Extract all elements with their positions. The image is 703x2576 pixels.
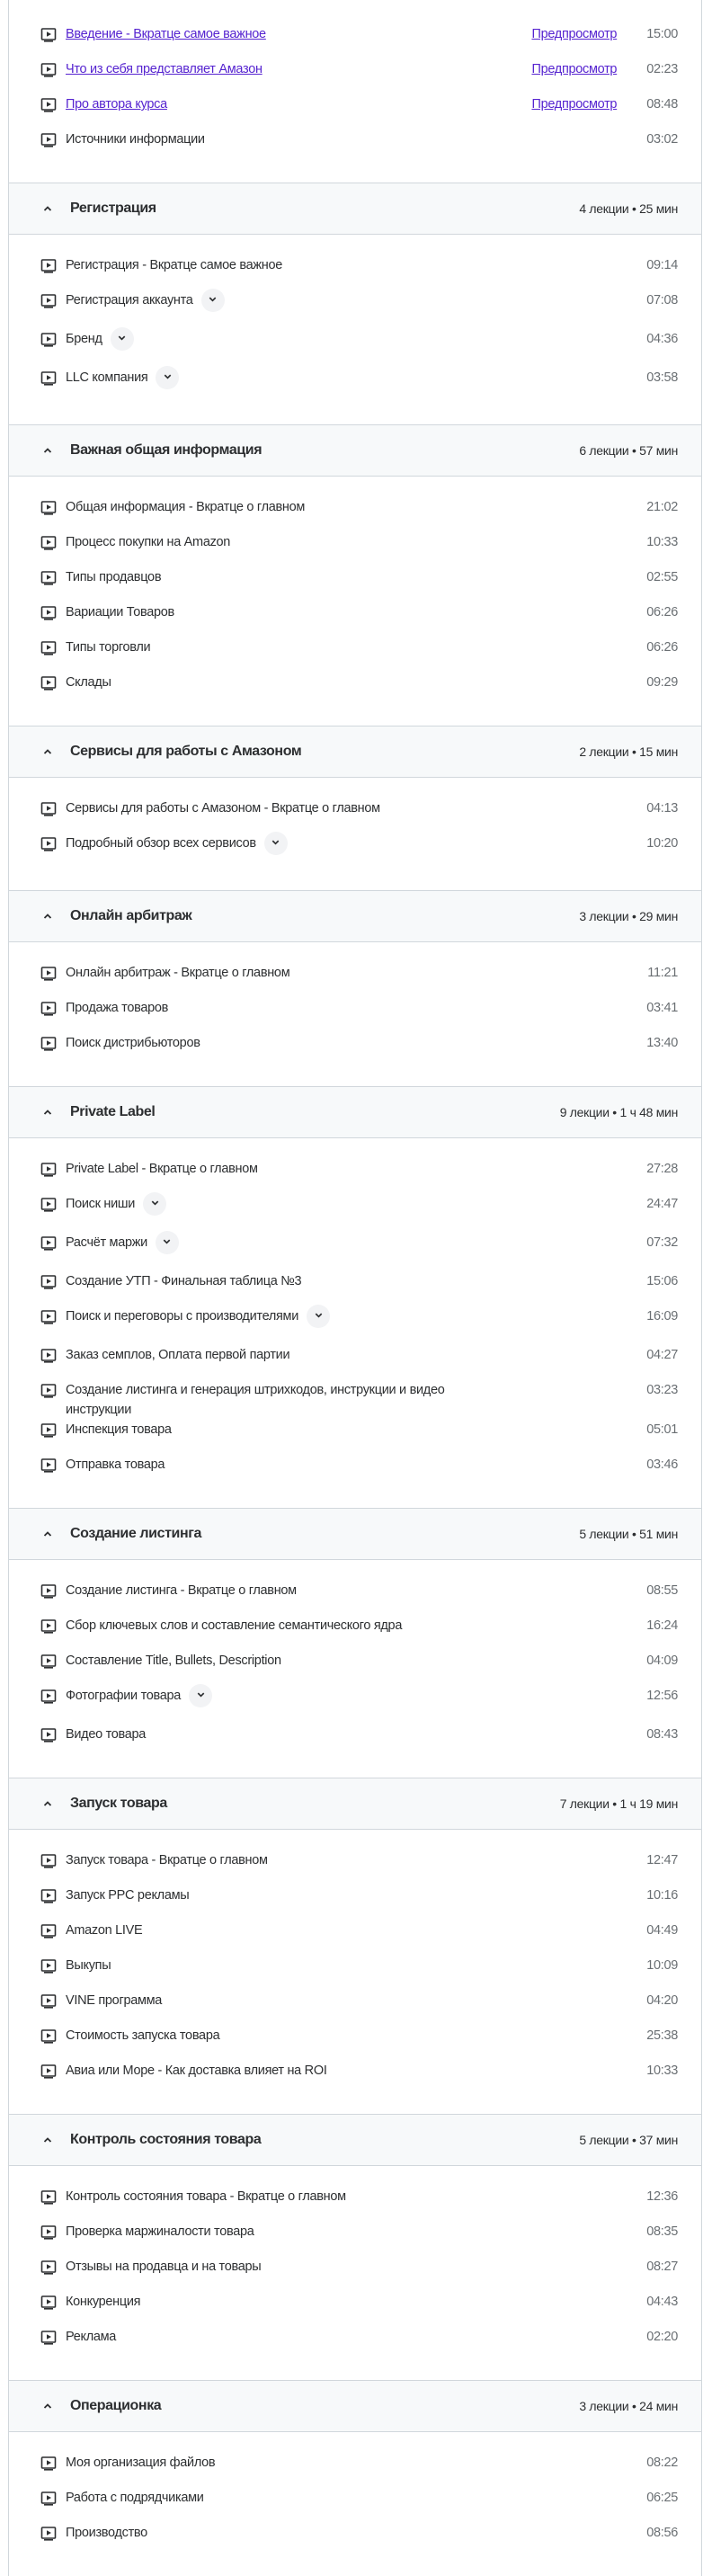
lecture-title: Вариации Товаров (66, 605, 174, 619)
section-title: Важная общая информация (70, 442, 263, 458)
lecture-item (9, 497, 701, 532)
lecture-duration: 21:02 (646, 500, 678, 514)
section-title: Операционка (70, 2398, 162, 2413)
lecture-item (9, 1306, 701, 1345)
lecture-list (9, 1560, 701, 1778)
lecture-item (9, 368, 701, 406)
lecture-title: Отзывы на продавца и на товары (66, 2260, 262, 2274)
expand-lecture-button[interactable] (156, 1231, 179, 1254)
lecture-item (9, 798, 701, 833)
lecture-item (9, 532, 701, 567)
lecture-duration: 09:14 (646, 258, 678, 272)
lecture-duration: 03:58 (646, 370, 678, 385)
lecture-title: Склады (66, 675, 111, 690)
curriculum-section (9, 0, 701, 183)
lecture-item[interactable] (9, 24, 701, 59)
chevron-down-icon (162, 1235, 172, 1251)
video-play-icon (40, 1163, 57, 1177)
lecture-list (9, 477, 701, 726)
curriculum-section (9, 890, 701, 1086)
lecture-duration: 15:06 (646, 1274, 678, 1288)
video-play-icon (40, 536, 57, 550)
lecture-duration: 08:48 (646, 97, 678, 111)
lecture-title: Контроль состояния товара - Вкратце о главном (66, 2189, 346, 2204)
lecture-item (9, 1885, 701, 1921)
chevron-down-icon (163, 370, 173, 386)
section-meta: 5 лекции • 37 мин (579, 2133, 678, 2147)
video-play-icon (40, 2260, 57, 2275)
lecture-duration: 15:00 (646, 27, 678, 41)
section-title: Запуск товара (70, 1796, 167, 1811)
lecture-title: Производство (66, 2526, 147, 2540)
chevron-down-icon (117, 331, 127, 347)
lecture-item[interactable] (9, 94, 701, 129)
lecture-title-link[interactable]: Введение - Вкратце самое важное (66, 27, 266, 41)
lecture-item (9, 290, 701, 329)
chevron-down-icon (314, 1308, 324, 1324)
lecture-title: Отправка товара (66, 1457, 165, 1472)
video-play-icon (40, 259, 57, 273)
chevron-up-icon (41, 2134, 54, 2146)
video-play-icon (40, 133, 57, 147)
lecture-item (9, 1033, 701, 1068)
chevron-up-icon (41, 1528, 54, 1540)
lecture-title-link[interactable]: Про автора курса (66, 97, 167, 111)
video-play-icon (40, 1889, 57, 1903)
video-play-icon (40, 294, 57, 308)
lecture-item (9, 1991, 701, 2026)
expand-lecture-button[interactable] (189, 1684, 212, 1707)
video-play-icon (40, 802, 57, 816)
video-play-icon (40, 28, 57, 42)
lecture-title: Создание листинга и генерация штрихкодов, инструкции и видео инструкции (66, 1383, 445, 1417)
video-play-icon (40, 1994, 57, 2009)
video-play-icon (40, 837, 57, 851)
lecture-list (9, 235, 701, 424)
lecture-title: Типы торговли (66, 640, 151, 655)
lecture-item (9, 1380, 701, 1420)
lecture-title: Процесс покупки на Amazon (66, 535, 231, 549)
section-header[interactable] (9, 2380, 701, 2432)
lecture-title: Составление Title, Bullets, Description (66, 1653, 281, 1668)
lecture-item (9, 567, 701, 602)
video-play-icon (40, 1728, 57, 1743)
lecture-duration: 10:09 (646, 1958, 678, 1973)
video-play-icon (40, 1275, 57, 1289)
video-play-icon (40, 1349, 57, 1363)
video-play-icon (40, 1458, 57, 1473)
video-play-icon (40, 1854, 57, 1868)
lecture-title: Создание УТП - Финальная таблица №3 (66, 1274, 302, 1288)
section-header[interactable] (9, 424, 701, 477)
lecture-list (9, 942, 701, 1086)
video-play-icon (40, 1654, 57, 1669)
section-header[interactable] (9, 1508, 701, 1560)
lecture-item (9, 2488, 701, 2523)
section-meta: 3 лекции • 24 мин (579, 2399, 678, 2413)
lecture-title: Создание листинга - Вкратце о главном (66, 1583, 297, 1598)
lecture-title: Сбор ключевых слов и составление семантического ядра (66, 1618, 403, 1633)
section-header[interactable] (9, 726, 701, 778)
lecture-item (9, 1616, 701, 1651)
lecture-title: Сервисы для работы с Амазоном - Вкратце о главном (66, 801, 380, 816)
lecture-item (9, 1956, 701, 1991)
expand-lecture-button[interactable] (156, 366, 179, 389)
lecture-duration: 12:56 (646, 1689, 678, 1703)
lecture-item (9, 1271, 701, 1306)
lecture-title: Работа с подрядчиками (66, 2491, 204, 2505)
lecture-title: Регистрация аккаунта (66, 293, 193, 308)
lecture-duration: 03:02 (646, 132, 678, 147)
lecture-duration: 02:55 (646, 570, 678, 584)
curriculum-section (9, 424, 701, 726)
lecture-item (9, 1651, 701, 1686)
lecture-item (9, 1581, 701, 1616)
video-play-icon (40, 641, 57, 655)
video-play-icon (40, 1959, 57, 1974)
lecture-title: Общая информация - Вкратце о главном (66, 500, 306, 514)
lecture-duration: 03:41 (646, 1001, 678, 1015)
lecture-duration: 08:27 (646, 2260, 678, 2274)
video-play-icon (40, 1198, 57, 1212)
lecture-title: VINE программа (66, 1993, 163, 2008)
section-header[interactable] (9, 890, 701, 942)
lecture-item (9, 998, 701, 1033)
video-play-icon (40, 2491, 57, 2506)
lecture-item (9, 1725, 701, 1760)
lecture-item (9, 637, 701, 673)
lecture-duration: 25:38 (646, 2028, 678, 2043)
lecture-title: Запуск PPC рекламы (66, 1888, 190, 1903)
section-meta: 7 лекции • 1 ч 19 мин (559, 1796, 678, 1811)
lecture-duration: 04:13 (646, 801, 678, 816)
lecture-title: Продажа товаров (66, 1001, 169, 1015)
lecture-item (9, 1159, 701, 1194)
lecture-list (9, 1138, 701, 1508)
lecture-item (9, 1455, 701, 1490)
lecture-duration: 10:33 (646, 535, 678, 549)
lecture-item (9, 2292, 701, 2327)
lecture-item (9, 2327, 701, 2362)
lecture-title: Amazon LIVE (66, 1923, 143, 1938)
chevron-down-icon (271, 835, 280, 851)
lecture-title: Выкупы (66, 1958, 111, 1973)
video-play-icon (40, 2029, 57, 2044)
lecture-item (9, 963, 701, 998)
chevron-down-icon (208, 292, 218, 308)
lecture-list (9, 0, 701, 183)
section-title: Private Label (70, 1104, 156, 1119)
lecture-duration: 04:36 (646, 332, 678, 346)
lecture-duration: 27:28 (646, 1162, 678, 1176)
section-meta: 4 лекции • 25 мин (579, 201, 678, 216)
curriculum-section (9, 2380, 701, 2576)
lecture-duration: 07:32 (646, 1235, 678, 1250)
lecture-duration: 06:26 (646, 605, 678, 619)
lecture-duration: 06:26 (646, 640, 678, 655)
video-play-icon (40, 1310, 57, 1324)
lecture-duration: 03:23 (646, 1383, 678, 1397)
lecture-item (9, 2257, 701, 2292)
video-play-icon (40, 606, 57, 620)
lecture-title: Регистрация - Вкратце самое важное (66, 258, 283, 272)
lecture-duration: 05:01 (646, 1422, 678, 1437)
section-title: Регистрация (70, 201, 156, 216)
lecture-title: Источники информации (66, 132, 205, 147)
lecture-duration: 10:20 (646, 836, 678, 851)
video-play-icon (40, 501, 57, 515)
lecture-duration: 04:43 (646, 2295, 678, 2309)
lecture-title: Private Label - Вкратце о главном (66, 1162, 258, 1176)
lecture-item (9, 1921, 701, 1956)
expand-lecture-button[interactable] (201, 289, 225, 312)
lecture-title: Подробный обзор всех сервисов (66, 836, 256, 851)
lecture-duration: 16:09 (646, 1309, 678, 1324)
chevron-up-icon (41, 1106, 54, 1119)
lecture-item (9, 1686, 701, 1725)
lecture-item (9, 1345, 701, 1380)
video-play-icon (40, 1002, 57, 1016)
section-header[interactable] (9, 1086, 701, 1138)
video-play-icon (40, 676, 57, 691)
expand-lecture-button[interactable] (307, 1305, 330, 1328)
video-play-icon (40, 1384, 57, 1398)
video-play-icon (40, 98, 57, 112)
video-play-icon (40, 2064, 57, 2079)
section-title: Создание листинга (70, 1526, 201, 1541)
lecture-title: Расчёт маржи (66, 1235, 147, 1250)
lecture-item (9, 833, 701, 872)
section-title: Контроль состояния товара (70, 2132, 262, 2147)
lecture-duration: 03:46 (646, 1457, 678, 1472)
curriculum-section (9, 1508, 701, 1778)
lecture-title: LLC компания (66, 370, 148, 385)
lecture-item (9, 2523, 701, 2558)
lecture-title: Конкуренция (66, 2295, 141, 2309)
lecture-title: Поиск и переговоры с производителями (66, 1309, 299, 1324)
curriculum-section (9, 2114, 701, 2380)
preview-link[interactable]: Предпросмотр (531, 62, 618, 76)
lecture-item (9, 1420, 701, 1455)
lecture-item (9, 2026, 701, 2061)
video-play-icon (40, 63, 57, 77)
lecture-duration: 04:09 (646, 1653, 678, 1668)
lecture-duration: 09:29 (646, 675, 678, 690)
lecture-title: Заказ семплов, Оплата первой партии (66, 1348, 290, 1362)
section-meta: 2 лекции • 15 мин (579, 744, 678, 759)
lecture-duration: 08:55 (646, 1583, 678, 1598)
lecture-list (9, 1830, 701, 2114)
lecture-duration: 04:27 (646, 1348, 678, 1362)
lecture-title: Запуск товара - Вкратце о главном (66, 1853, 268, 1867)
lecture-duration: 02:20 (646, 2330, 678, 2344)
lecture-title: Бренд (66, 332, 102, 346)
chevron-up-icon (41, 745, 54, 758)
lecture-duration: 04:49 (646, 1923, 678, 1938)
preview-link[interactable]: Предпросмотр (531, 97, 618, 111)
chevron-down-icon (196, 1688, 206, 1704)
section-header[interactable] (9, 1778, 701, 1830)
section-title: Сервисы для работы с Амазоном (70, 744, 302, 759)
lecture-title: Типы продавцов (66, 570, 162, 584)
chevron-up-icon (41, 202, 54, 215)
lecture-duration: 08:35 (646, 2224, 678, 2239)
lecture-title: Поиск дистрибьюторов (66, 1036, 200, 1050)
lecture-duration: 06:25 (646, 2491, 678, 2505)
lecture-title: Онлайн арбитраж - Вкратце о главном (66, 966, 290, 980)
lecture-item (9, 673, 701, 708)
video-play-icon (40, 2190, 57, 2205)
expand-lecture-button[interactable] (143, 1192, 166, 1216)
video-play-icon (40, 1619, 57, 1634)
section-meta: 3 лекции • 29 мин (579, 909, 678, 923)
lecture-item (9, 129, 701, 165)
lecture-duration: 02:23 (646, 62, 678, 76)
lecture-item (9, 329, 701, 368)
video-play-icon (40, 1584, 57, 1599)
lecture-title-link[interactable]: Что из себя представляет Амазон (66, 62, 263, 76)
lecture-list (9, 2166, 701, 2380)
lecture-duration: 08:43 (646, 1727, 678, 1742)
section-meta: 9 лекции • 1 ч 48 мин (559, 1105, 678, 1119)
section-title: Онлайн арбитраж (70, 908, 192, 923)
lecture-duration: 08:56 (646, 2526, 678, 2540)
curriculum-section (9, 1778, 701, 2114)
lecture-duration: 16:24 (646, 1618, 678, 1633)
lecture-item (9, 255, 701, 290)
expand-lecture-button[interactable] (264, 832, 288, 855)
section-meta: 6 лекции • 57 мин (579, 443, 678, 458)
curriculum-section (9, 1086, 701, 1508)
video-play-icon (40, 2225, 57, 2240)
lecture-item (9, 2222, 701, 2257)
video-play-icon (40, 571, 57, 585)
lecture-duration: 08:22 (646, 2456, 678, 2470)
lecture-title: Авиа или Море - Как доставка влияет на ROI (66, 2063, 327, 2078)
section-header[interactable] (9, 2114, 701, 2166)
lecture-list (9, 2432, 701, 2576)
section-meta: 5 лекции • 51 мин (579, 1527, 678, 1541)
lecture-item (9, 1850, 701, 1885)
lecture-duration: 12:47 (646, 1853, 678, 1867)
chevron-down-icon (150, 1196, 160, 1212)
course-curriculum (8, 0, 702, 2576)
video-play-icon (40, 1924, 57, 1939)
lecture-item (9, 2453, 701, 2488)
section-header[interactable] (9, 183, 701, 235)
chevron-up-icon (41, 1797, 54, 1810)
video-play-icon (40, 2456, 57, 2471)
lecture-title: Поиск ниши (66, 1197, 136, 1211)
video-play-icon (40, 967, 57, 981)
curriculum-section (9, 726, 701, 890)
video-play-icon (40, 2527, 57, 2541)
chevron-up-icon (41, 2400, 54, 2412)
video-play-icon (40, 1236, 57, 1251)
lecture-duration: 04:20 (646, 1993, 678, 2008)
curriculum-section (9, 183, 701, 424)
video-play-icon (40, 2295, 57, 2310)
lecture-duration: 07:08 (646, 293, 678, 308)
video-play-icon (40, 2331, 57, 2345)
lecture-list (9, 778, 701, 890)
lecture-title: Реклама (66, 2330, 117, 2344)
lecture-duration: 10:16 (646, 1888, 678, 1903)
lecture-duration: 10:33 (646, 2063, 678, 2078)
lecture-title: Проверка маржиналости товара (66, 2224, 254, 2239)
chevron-up-icon (41, 910, 54, 923)
lecture-item (9, 1233, 701, 1271)
lecture-title: Моя организация файлов (66, 2456, 216, 2470)
lecture-item (9, 2187, 701, 2222)
video-play-icon (40, 371, 57, 386)
video-play-icon (40, 1037, 57, 1051)
video-play-icon (40, 1423, 57, 1438)
lecture-item (9, 602, 701, 637)
lecture-title: Инспекция товара (66, 1422, 172, 1437)
lecture-item (9, 1194, 701, 1233)
lecture-title: Стоимость запуска товара (66, 2028, 220, 2043)
lecture-duration: 24:47 (646, 1197, 678, 1211)
expand-lecture-button[interactable] (111, 327, 134, 351)
lecture-duration: 12:36 (646, 2189, 678, 2204)
lecture-duration: 13:40 (646, 1036, 678, 1050)
chevron-up-icon (41, 444, 54, 457)
lecture-item[interactable] (9, 59, 701, 94)
video-play-icon (40, 1689, 57, 1704)
lecture-item (9, 2061, 701, 2096)
lecture-title: Фотографии товара (66, 1689, 182, 1703)
preview-link[interactable]: Предпросмотр (531, 27, 618, 41)
lecture-duration: 11:21 (647, 966, 678, 980)
video-play-icon (40, 333, 57, 347)
lecture-title: Видео товара (66, 1727, 147, 1742)
